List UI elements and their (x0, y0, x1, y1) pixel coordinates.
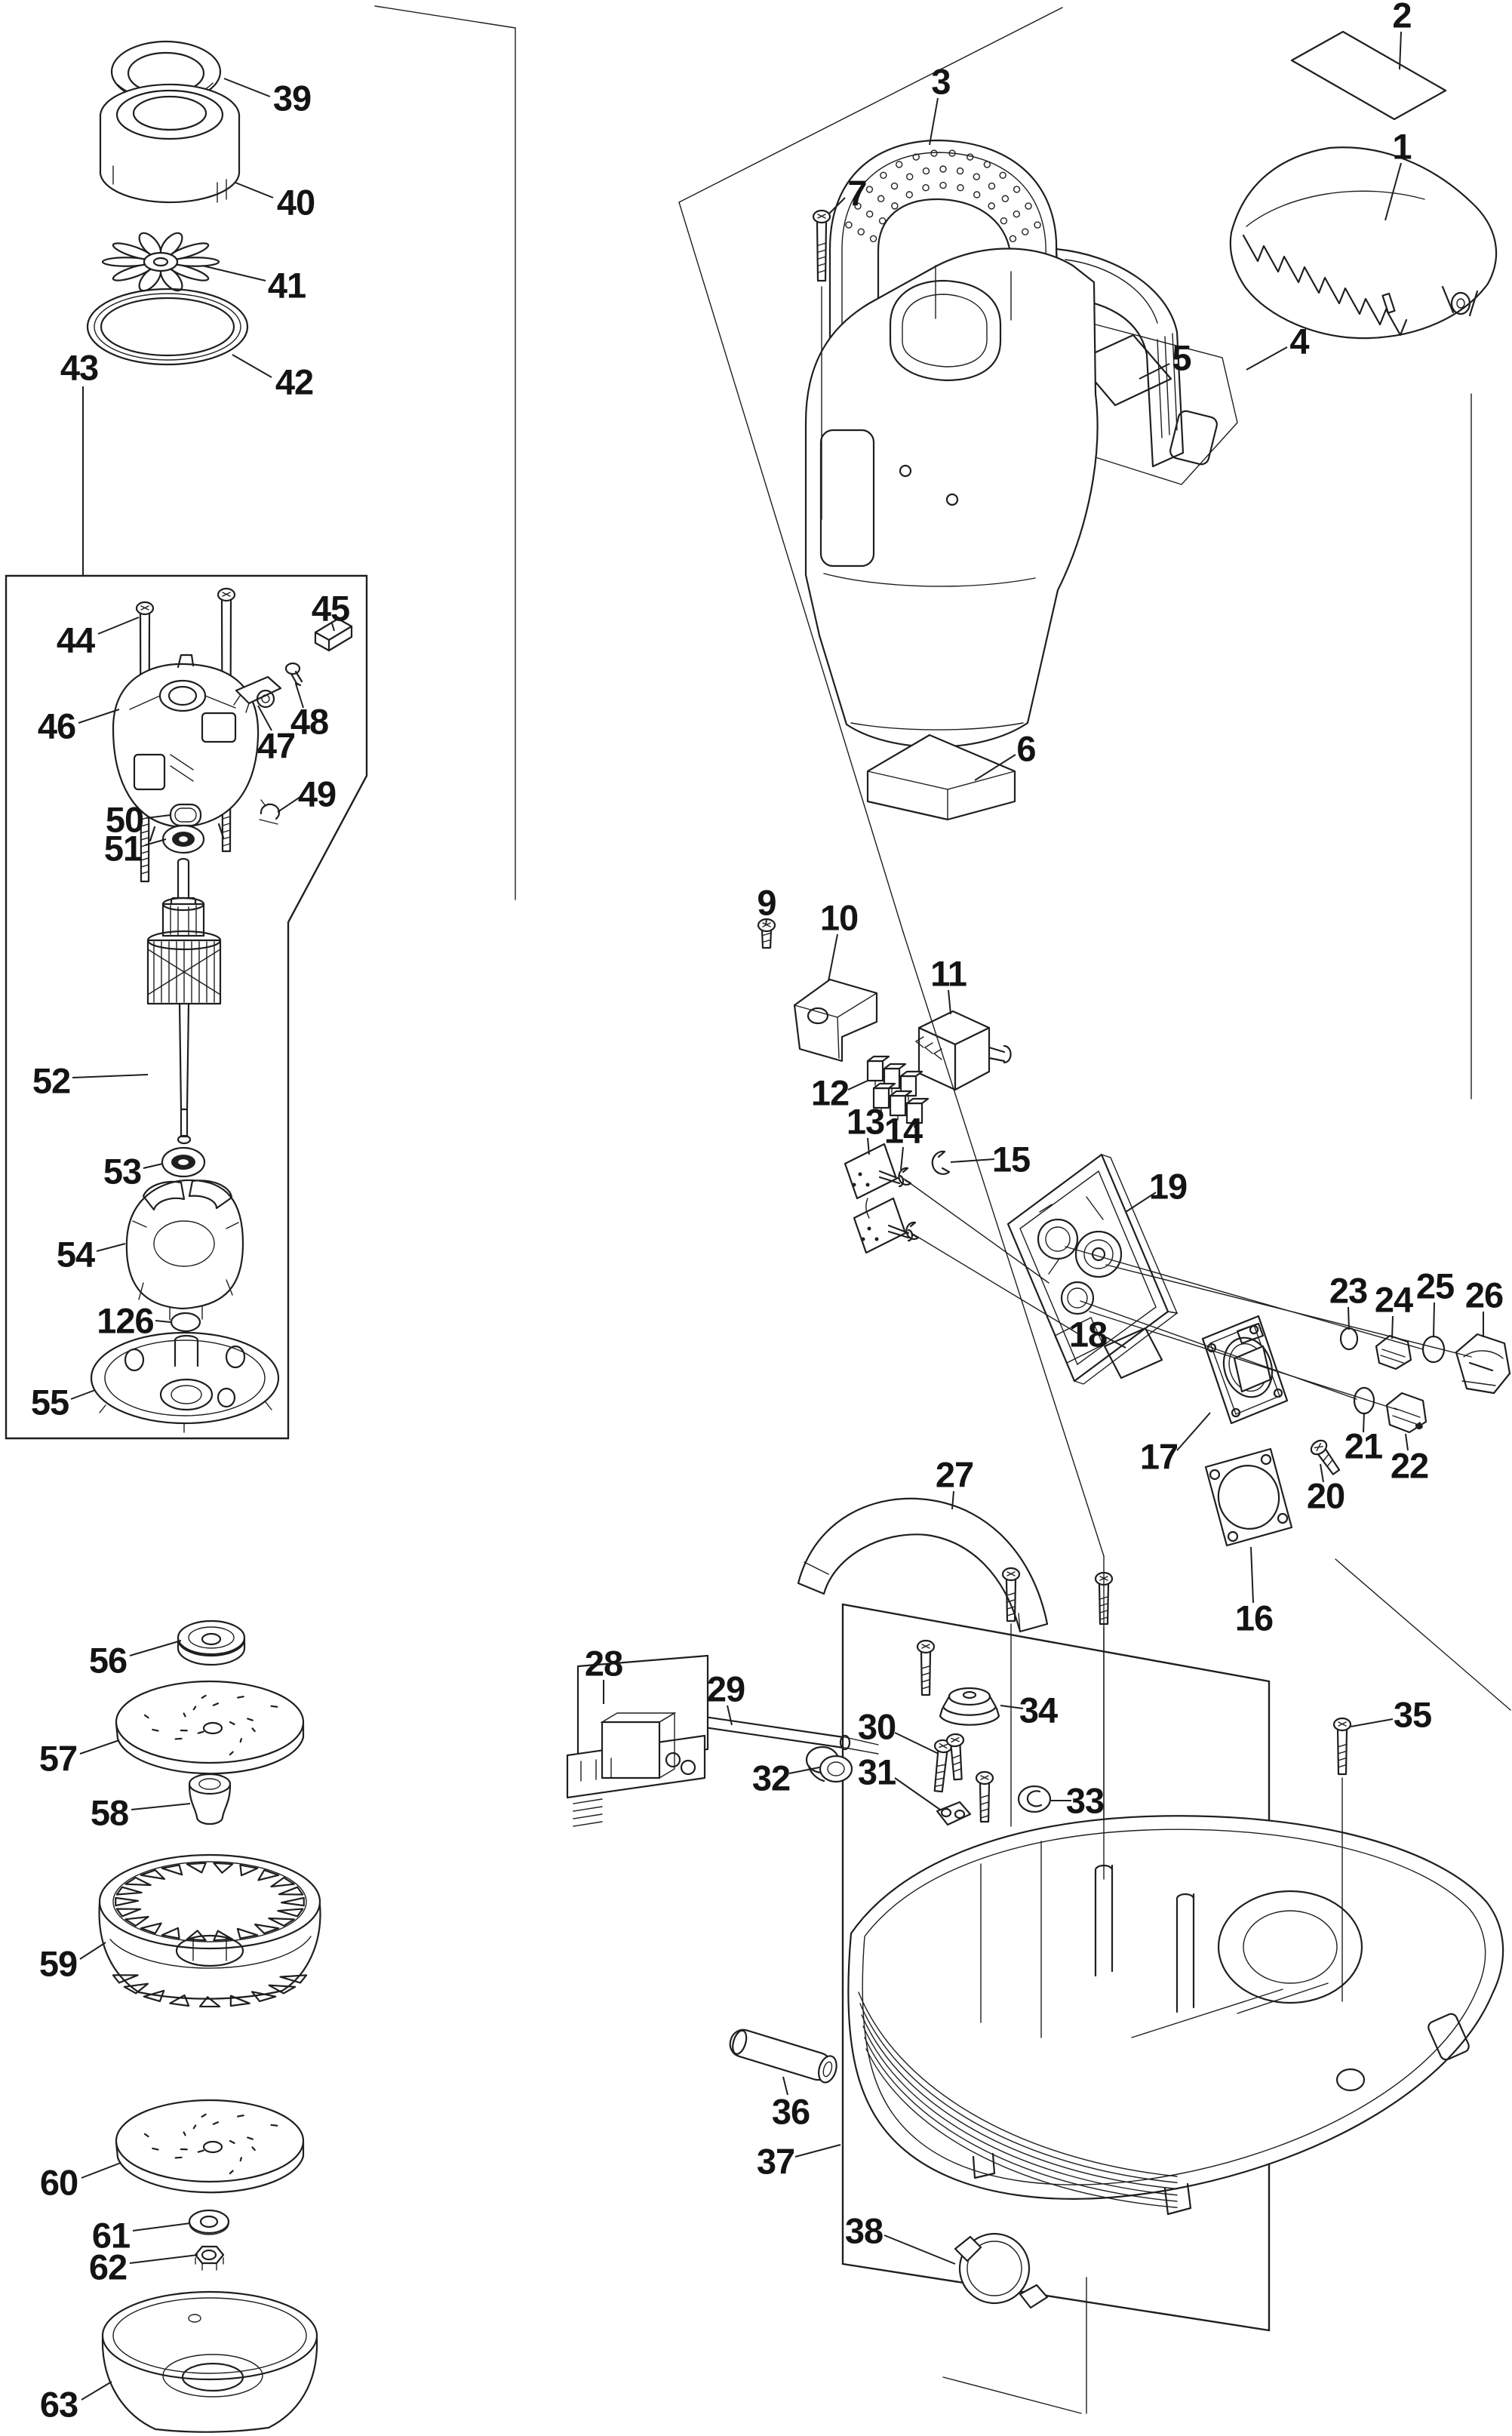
part-label-40: 40 (276, 182, 315, 223)
structure-line (943, 2377, 1081, 2413)
part-label-58: 58 (90, 1792, 129, 1833)
part-2-label-plate (1292, 32, 1446, 119)
part-label-26: 26 (1464, 1275, 1504, 1315)
part-label-47: 47 (257, 725, 296, 766)
part-59-brake-drum (100, 1855, 321, 2007)
part-1-top-cover (1231, 147, 1496, 338)
part-label-16: 16 (1234, 1598, 1274, 1638)
part-62-nut (195, 2247, 223, 2270)
part-label-61: 61 (91, 2215, 131, 2256)
part-48-screw (286, 663, 302, 685)
part-40-fan-housing (100, 85, 239, 202)
part-label-18: 18 (1068, 1314, 1108, 1355)
part-label-10: 10 (819, 897, 859, 938)
leader-line-23 (1348, 1307, 1349, 1330)
part-label-13: 13 (846, 1101, 885, 1142)
leader-line-38 (884, 2235, 955, 2264)
part-label-50: 50 (105, 799, 144, 840)
part-23-oval-seal (1341, 1328, 1357, 1349)
part-label-20: 20 (1306, 1475, 1345, 1516)
part-label-19: 19 (1148, 1166, 1188, 1207)
part-57-pad-plate (116, 1681, 303, 1773)
part-label-41: 41 (267, 265, 306, 306)
part-37-base-housing (848, 1816, 1503, 2214)
part-label-21: 21 (1344, 1426, 1383, 1466)
part-label-23: 23 (1329, 1270, 1368, 1311)
leader-line-41 (202, 266, 266, 281)
part-38-lock-ring (955, 2234, 1047, 2308)
part-35-screw (1334, 1718, 1351, 1774)
part-label-29: 29 (706, 1669, 745, 1709)
part-61-washer (189, 2210, 229, 2235)
part-label-44: 44 (56, 620, 95, 660)
part-6-baffle-cover (868, 735, 1015, 820)
part-label-126: 126 (97, 1300, 154, 1341)
leader-line-10 (828, 934, 837, 981)
part-label-31: 31 (857, 1752, 896, 1792)
part-56-pulley-cap (178, 1621, 244, 1665)
part-label-15: 15 (991, 1139, 1031, 1180)
leader-line-62 (130, 2255, 198, 2263)
part-label-56: 56 (88, 1640, 128, 1681)
leader-line-63 (81, 2382, 112, 2400)
part-53-ball-bearing (162, 1148, 204, 1176)
part-32-cord-guard (807, 1747, 852, 1782)
leader-line-31 (895, 1778, 940, 1810)
part-label-22: 22 (1390, 1445, 1429, 1486)
part-41-fan (103, 232, 219, 292)
part-30-screws (930, 1733, 967, 1792)
part-31-cord-clamp (937, 1802, 970, 1825)
part-label-28: 28 (584, 1643, 623, 1684)
part-label-6: 6 (1016, 728, 1036, 769)
part-label-7: 7 (847, 173, 867, 214)
part-label-27: 27 (935, 1454, 974, 1495)
part-label-11: 11 (930, 953, 967, 994)
part-15-e-clip (933, 1152, 949, 1174)
part-label-45: 45 (311, 588, 350, 629)
leader-line-35 (1351, 1719, 1393, 1727)
part-label-25: 25 (1415, 1266, 1455, 1306)
leader-line-58 (131, 1804, 190, 1810)
leader-line-40 (235, 183, 273, 198)
leader-line-39 (224, 78, 270, 97)
part-11-switch (916, 1011, 1011, 1090)
part-label-59: 59 (38, 1943, 78, 1984)
part-label-4: 4 (1289, 321, 1309, 361)
leader-line-3 (930, 98, 938, 145)
part-49-clamp (260, 800, 279, 824)
leader-line-56 (130, 1641, 181, 1656)
part-126-o-ring (171, 1313, 200, 1331)
part-20-screw (1308, 1438, 1343, 1477)
part-label-9: 9 (757, 882, 776, 923)
part-58-spacer-spool (189, 1774, 230, 1824)
part-52-armature (148, 859, 220, 1143)
leader-line-37 (795, 2145, 841, 2157)
part-label-14: 14 (884, 1110, 923, 1151)
part-label-53: 53 (103, 1151, 142, 1192)
part-label-32: 32 (751, 1758, 791, 1798)
part-label-43: 43 (60, 347, 99, 388)
leader-line-12 (848, 1081, 868, 1090)
part-label-24: 24 (1374, 1279, 1413, 1320)
leader-line-126 (155, 1321, 171, 1322)
part-label-63: 63 (39, 2384, 78, 2425)
part-label-37: 37 (756, 2141, 795, 2182)
part-16-gasket (1206, 1449, 1292, 1546)
leader-line-16 (1251, 1547, 1253, 1603)
part-36-grip-tube (727, 2027, 839, 2085)
part-label-51: 51 (103, 828, 143, 869)
structure-line (1335, 1559, 1510, 1710)
leader-line-61 (133, 2223, 190, 2231)
part-label-2: 2 (1392, 0, 1412, 35)
leader-line-60 (81, 2163, 121, 2178)
part-label-12: 12 (810, 1072, 850, 1113)
leader-line-42 (232, 355, 272, 377)
part-label-42: 42 (275, 361, 314, 402)
part-label-55: 55 (30, 1382, 69, 1423)
leader-line-49 (278, 797, 300, 812)
leader-line-17 (1177, 1413, 1210, 1450)
part-42-rubber-ring (88, 289, 247, 364)
part-51-ball-bearing (163, 826, 204, 853)
leader-line-44 (98, 617, 139, 634)
part-27-screw (917, 1641, 934, 1695)
part-10-switch-bracket (794, 980, 877, 1061)
part-22-knob (1387, 1393, 1426, 1432)
part-label-35: 35 (1393, 1694, 1432, 1735)
part-33-bushing (1019, 1786, 1050, 1812)
part-label-17: 17 (1139, 1436, 1179, 1477)
part-label-49: 49 (297, 774, 337, 814)
part-7-screw (813, 211, 830, 281)
screw-31b (976, 1772, 993, 1822)
part-34-motor-mount (940, 1688, 999, 1725)
leader-line-11 (948, 990, 951, 1014)
leader-line-57 (80, 1740, 119, 1754)
part-label-54: 54 (56, 1234, 95, 1275)
part-label-52: 52 (32, 1060, 71, 1101)
part-26-speed-knob (1456, 1334, 1510, 1393)
part-label-46: 46 (37, 706, 76, 746)
part-label-30: 30 (857, 1706, 896, 1747)
leader-line-30 (895, 1733, 939, 1754)
leader-line-14 (901, 1147, 903, 1170)
part-label-5: 5 (1172, 337, 1191, 378)
part-label-38: 38 (844, 2210, 884, 2251)
part-label-36: 36 (771, 2091, 810, 2132)
structure-line (375, 6, 515, 28)
leader-line-4 (1246, 347, 1287, 370)
part-label-1: 1 (1392, 126, 1412, 167)
leader-line-59 (80, 1942, 106, 1959)
part-label-3: 3 (931, 61, 951, 102)
part-label-60: 60 (39, 2162, 78, 2203)
part-label-34: 34 (1019, 1690, 1058, 1730)
part-60-pad-plate (116, 2100, 303, 2192)
part-63-dust-bowl (103, 2292, 317, 2432)
part-label-48: 48 (290, 701, 329, 742)
part-label-33: 33 (1065, 1780, 1105, 1821)
part-21-oval-seal (1354, 1388, 1374, 1413)
part-54-field-stator (127, 1180, 243, 1320)
leader-line-2 (1400, 32, 1401, 69)
part-27-handle-arc (798, 1499, 1047, 1632)
part-55-bearing-box (91, 1333, 278, 1432)
leader-line-54 (97, 1244, 125, 1251)
part-label-57: 57 (38, 1738, 78, 1779)
part-label-62: 62 (88, 2247, 128, 2287)
leader-line-15 (951, 1159, 994, 1162)
leader-line-24 (1392, 1316, 1393, 1339)
leader-line-52 (72, 1075, 148, 1078)
leader-line-55 (71, 1390, 95, 1399)
part-label-39: 39 (272, 78, 312, 118)
leader-line-53 (143, 1164, 163, 1168)
